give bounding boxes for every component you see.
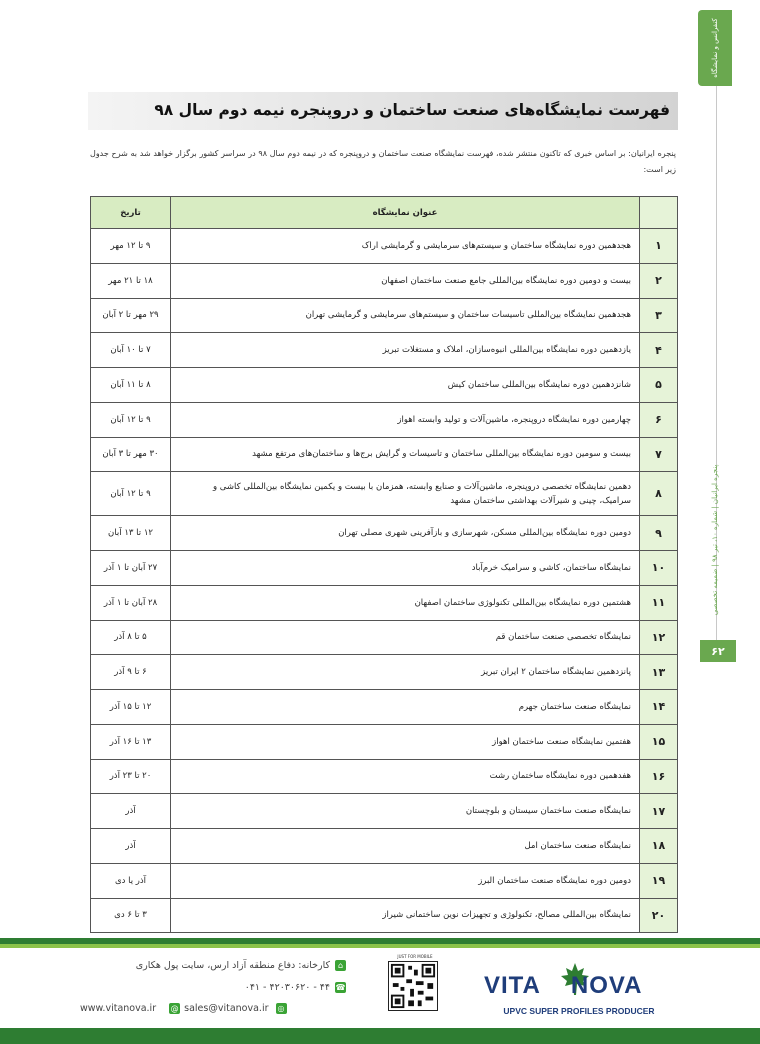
row-number: ۱۳ bbox=[640, 655, 678, 690]
exhibition-name: نمایشگاه صنعت ساختمان جهرم bbox=[171, 690, 640, 725]
row-number: ۱۲ bbox=[640, 620, 678, 655]
table-row bbox=[91, 333, 678, 368]
footer-bar-light bbox=[0, 944, 760, 948]
phone-text: ۰۴۱ - ۴۲۰۳۰۶۲۰ - ۴۴ bbox=[244, 982, 330, 993]
exhibition-date: ۳ تا ۶ دی bbox=[91, 898, 171, 933]
exhibition-name: هشتمین دوره نمایشگاه بین‌المللی تکنولوژی ساختمان اصفهان bbox=[171, 585, 640, 620]
title-bar bbox=[88, 92, 678, 130]
email-link[interactable]: sales@vitanova.ir bbox=[184, 1003, 269, 1014]
exhibition-date: ۹ تا ۱۲ آبان bbox=[91, 402, 171, 437]
table-row bbox=[91, 794, 678, 829]
row-number: ۲۰ bbox=[640, 898, 678, 933]
exhibition-date: ۵ تا ۸ آذر bbox=[91, 620, 171, 655]
qr-code-icon bbox=[388, 961, 438, 1011]
qr-caption: JUST FOR MOBILE bbox=[397, 954, 433, 959]
row-number: ۱۶ bbox=[640, 759, 678, 794]
phone-icon: ☎ bbox=[335, 983, 346, 992]
row-number: ۴ bbox=[640, 333, 678, 368]
table-row bbox=[91, 898, 678, 933]
table-row bbox=[91, 655, 678, 690]
row-number: ۱۵ bbox=[640, 724, 678, 759]
exhibition-name: دومین دوره نمایشگاه صنعت ساختمان البرز bbox=[171, 863, 640, 898]
exhibition-date: ۶ تا ۹ آذر bbox=[91, 655, 171, 690]
table-row bbox=[91, 368, 678, 403]
exhibition-date: ۳۰ مهر تا ۳ آبان bbox=[91, 437, 171, 472]
table-row bbox=[91, 298, 678, 333]
table-body bbox=[91, 229, 678, 933]
table-row bbox=[91, 516, 678, 551]
row-number: ۸ bbox=[640, 472, 678, 516]
row-number: ۲ bbox=[640, 263, 678, 298]
exhibition-date: ۹ تا ۱۲ مهر bbox=[91, 229, 171, 264]
table-row bbox=[91, 863, 678, 898]
exhibition-name: بیست و دومین دوره نمایشگاه بین‌المللی جامع صنعت ساختمان اصفهان bbox=[171, 263, 640, 298]
email-icon: @ bbox=[170, 1004, 179, 1013]
table-row bbox=[91, 690, 678, 725]
header-date: تاریخ bbox=[91, 197, 171, 229]
exhibition-name: چهارمین دوره نمایشگاه درو‌پنجره، ماشین‌آلات و تولید وابسته اهواز bbox=[171, 402, 640, 437]
row-number: ۱۸ bbox=[640, 829, 678, 864]
section-tab-label: کنفرانس و نمایشگاه bbox=[711, 18, 719, 78]
exhibition-name: هفتمین نمایشگاه صنعت ساختمان اهواز bbox=[171, 724, 640, 759]
row-number: ۱۷ bbox=[640, 794, 678, 829]
exhibition-name: نمایشگاه بین‌المللی مصالح، تکنولوژی و تجهیزات نوین ساختمانی شیراز bbox=[171, 898, 640, 933]
table-row bbox=[91, 437, 678, 472]
table-row bbox=[91, 620, 678, 655]
table-row bbox=[91, 551, 678, 586]
phone-line bbox=[80, 982, 346, 998]
brand-right: NOVA bbox=[570, 972, 643, 999]
brand-left: VITA bbox=[484, 972, 541, 999]
exhibition-name: نمایشگاه ساختمان، کاشی و سرامیک خرم‌آباد bbox=[171, 551, 640, 586]
header-name: عنوان نمایشگاه bbox=[171, 197, 640, 229]
side-running-text: پنجره ایرانیان | شماره ۱۰، تیر ۹۸ | ضمیمه تخصصی bbox=[711, 464, 719, 616]
table-row bbox=[91, 585, 678, 620]
exhibition-date: ۲۷ آبان تا ۱ آذر bbox=[91, 551, 171, 586]
brand-logo bbox=[484, 962, 674, 1022]
exhibition-name: دهمین نمایشگاه تخصصی درو‌پنجره، ماشین‌آلات و صنایع وابسته، همزمان با بیست و یکمین نمایشگاه بین‌المللی کاشی و سرامیک، چینی و شیرآلات بهداشتی ساختمان مشهد bbox=[171, 472, 640, 516]
exhibition-name: پانزدهمین نمایشگاه ساختمان ۲ ایران تبریز bbox=[171, 655, 640, 690]
exhibition-date: آذر یا دی bbox=[91, 863, 171, 898]
exhibition-date: ۱۸ تا ۲۱ مهر bbox=[91, 263, 171, 298]
section-tab bbox=[698, 10, 732, 86]
table-header-row bbox=[91, 197, 678, 229]
table-row bbox=[91, 402, 678, 437]
exhibition-date: ۱۲ تا ۱۵ آذر bbox=[91, 690, 171, 725]
row-number: ۱۴ bbox=[640, 690, 678, 725]
exhibition-name: دومین دوره نمایشگاه بین‌المللی مسکن، شهرسازی و بازآفرینی شهری مصلی تهران bbox=[171, 516, 640, 551]
exhibition-date: ۸ تا ۱۱ آبان bbox=[91, 368, 171, 403]
exhibitions-table bbox=[90, 196, 678, 933]
exhibition-name: هجدهمین نمایشگاه بین‌المللی تاسیسات ساختمان و سیستم‌های سرمایشی و گرمایشی تهران bbox=[171, 298, 640, 333]
page-number: ۶۲ bbox=[700, 640, 736, 662]
row-number: ۱ bbox=[640, 229, 678, 264]
exhibition-date: ۲۹ مهر تا ۲ آبان bbox=[91, 298, 171, 333]
exhibition-date: آذر bbox=[91, 794, 171, 829]
exhibition-name: نمایشگاه تخصصی صنعت ساختمان قم bbox=[171, 620, 640, 655]
exhibition-date: آذر bbox=[91, 829, 171, 864]
footer-bar-bottom bbox=[0, 1028, 760, 1044]
row-number: ۳ bbox=[640, 298, 678, 333]
address-text: کارخانه: دفاع منطقه آزاد ارس، سایت پول هکاری bbox=[135, 960, 330, 971]
row-number: ۱۱ bbox=[640, 585, 678, 620]
exhibition-name: شانزدهمین دوره نمایشگاه بین‌المللی ساختمان کیش bbox=[171, 368, 640, 403]
header-num bbox=[640, 197, 678, 229]
exhibition-date: ۱۲ تا ۱۳ آبان bbox=[91, 516, 171, 551]
table-row bbox=[91, 759, 678, 794]
row-number: ۱۰ bbox=[640, 551, 678, 586]
qr-code-block[interactable] bbox=[388, 954, 442, 1024]
brand-tagline: UPVC SUPER PROFILES PRODUCER bbox=[503, 1006, 655, 1016]
table-row bbox=[91, 229, 678, 264]
table-row bbox=[91, 724, 678, 759]
exhibition-name: نمایشگاه صنعت ساختمان امل bbox=[171, 829, 640, 864]
address-line bbox=[80, 960, 346, 976]
website-link[interactable]: www.vitanova.ir bbox=[80, 1003, 157, 1014]
row-number: ۷ bbox=[640, 437, 678, 472]
page-title: فهرست نمایشگاه‌های صنعت ساختمان و درو‌پنجره نیمه دوم سال ۹۸ bbox=[154, 101, 670, 119]
intro-paragraph: پنجره ایرانیان: بر اساس خبری که تاکنون منتشر شده، فهرست نمایشگاه صنعت ساختمان و درو‌پنجره که در نیمه دوم سال ۹۸ در سراسر کشور برگزار خواهد شد به شرح جدول زیر است: bbox=[90, 149, 676, 174]
exhibition-date: ۱۳ تا ۱۶ آذر bbox=[91, 724, 171, 759]
exhibition-date: ۲۸ آبان تا ۱ آذر bbox=[91, 585, 171, 620]
exhibition-name: هجدهمین دوره نمایشگاه ساختمان و سیستم‌های سرمایشی و گرمایشی اراک bbox=[171, 229, 640, 264]
exhibition-date: ۲۰ تا ۲۳ آذر bbox=[91, 759, 171, 794]
exhibition-name: بیست و سومین دوره نمایشگاه بین‌المللی ساختمان و تاسیسات و گرایش برج‌ها و ساختمان‌های مرتفع مشهد bbox=[171, 437, 640, 472]
exhibition-name: نمایشگاه صنعت ساختمان سیستان و بلوچستان bbox=[171, 794, 640, 829]
brand-wordmark bbox=[484, 972, 674, 1000]
row-number: ۵ bbox=[640, 368, 678, 403]
web-line bbox=[80, 1003, 346, 1019]
table-row bbox=[91, 829, 678, 864]
table-row bbox=[91, 263, 678, 298]
row-number: ۹ bbox=[640, 516, 678, 551]
location-icon: ⌂ bbox=[335, 960, 346, 971]
exhibition-name: یازدهمین دوره نمایشگاه بین‌المللی انبوه‌سازان، املاک و مستغلات تبریز bbox=[171, 333, 640, 368]
exhibition-date: ۷ تا ۱۰ آبان bbox=[91, 333, 171, 368]
exhibition-date: ۹ تا ۱۲ آبان bbox=[91, 472, 171, 516]
globe-icon: ◎ bbox=[276, 1003, 287, 1014]
row-number: ۱۹ bbox=[640, 863, 678, 898]
exhibition-name: هفدهمین دوره نمایشگاه ساختمان رشت bbox=[171, 759, 640, 794]
row-number: ۶ bbox=[640, 402, 678, 437]
table-row bbox=[91, 472, 678, 516]
